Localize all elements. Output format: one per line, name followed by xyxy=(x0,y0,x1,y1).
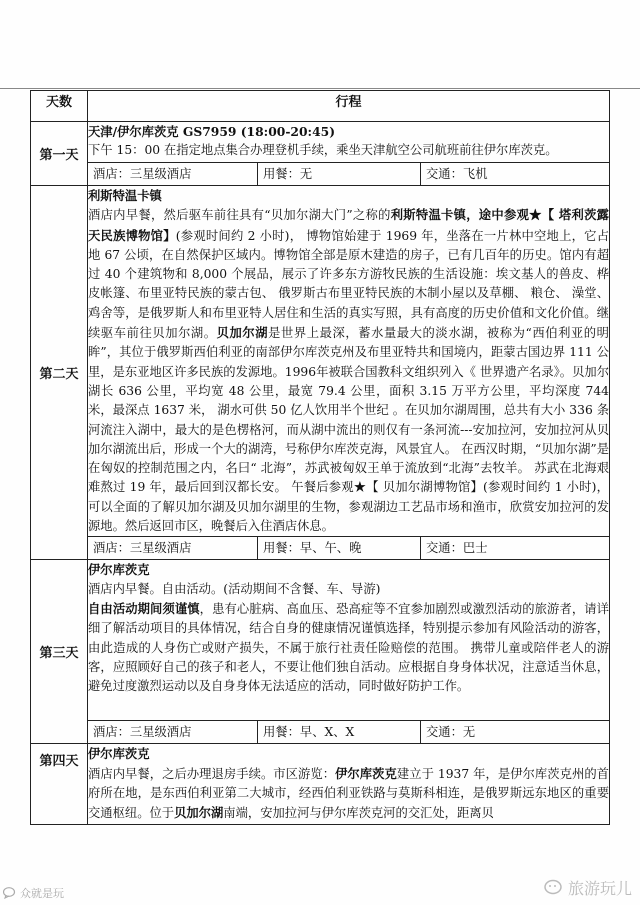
day1-title: 天津/伊尔库茨克 GS7959 (18:00-20:45) xyxy=(88,124,336,139)
page-top-rule xyxy=(0,88,640,89)
itinerary-table xyxy=(30,90,610,825)
day2-label: 第二天 xyxy=(31,186,88,560)
day3-content xyxy=(88,560,610,721)
day1-paragraph: 下午 15：00 在指定地点集合办理登机手续，乘坐天津航空公司航班前往伊尔库茨克。 xyxy=(88,143,558,158)
day4-title: 伊尔库茨克 xyxy=(88,746,150,762)
day2-transport: 交通：巴士 xyxy=(426,541,488,556)
day3-transport: 交通：无 xyxy=(426,725,476,740)
day4-paragraph: 酒店内早餐，之后办理退房手续。市区游览：伊尔库茨克建立于 1937 年，是伊尔库茨克州的首府所在地，是东西伯利亚第二大城市，经西伯利亚铁路与莫斯科相连，是俄罗斯远东地区的重要交通枢纽。位于贝加尔湖南端，安加拉河与伊尔库茨克河的交汇处，距离贝 xyxy=(88,765,609,821)
day1-row xyxy=(31,122,610,163)
day4-label: 第四天 xyxy=(31,744,88,824)
day1-label: 第一天 xyxy=(31,122,88,186)
day1-hotel: 酒店：三星级酒店 xyxy=(88,163,258,185)
header-plan: 行程 xyxy=(88,91,610,122)
day2-meals: 用餐：早、午、晚 xyxy=(258,537,421,559)
watermark-left: 众就是玩 xyxy=(3,885,64,901)
day1-content xyxy=(88,122,610,163)
table-header-row xyxy=(31,91,610,122)
day3-meta-row xyxy=(31,721,610,744)
day3-row xyxy=(31,560,610,721)
day1-meals: 用餐：无 xyxy=(258,163,421,185)
day1-meta-row xyxy=(31,163,610,186)
day2-row xyxy=(31,186,610,537)
chat-bubble-icon xyxy=(544,879,564,897)
day2-hotel: 酒店：三星级酒店 xyxy=(88,537,258,559)
day1-transport: 交通：飞机 xyxy=(426,167,488,181)
day3-para1: 酒店内早餐。自由活动。(活动期间不含餐、车、导游) xyxy=(88,581,381,596)
header-day: 天数 xyxy=(31,91,88,122)
day4-row xyxy=(31,744,610,824)
day2-paragraph: 酒店内早餐，然后驱车前往具有“贝加尔湖大门”之称的利斯特温卡镇，途中参观★【 塔利茨露天民族博物馆】(参观时间约 2 小时)， 博物馆始建于 1969 年，坐落在一片林中空地上，它占地 67 公顷，在自然保护区域内。博物馆全部是原木建造的房子，已有几百年的历史。馆内有超过 40 个建筑物和 8,000 个展品，展示了许多东方游牧民族的生活设施：埃文基人的兽皮、桦皮帐篷、布里亚特民族的蒙古包、 俄罗斯古布里亚特民族的木制小屋以及草棚、 粮仓、 澡堂、 鸡舍等，是俄罗斯人和布里亚特人居住和生活的真实写照，具有高度的历史价值和文化价值。继续驱车前往贝加尔湖。贝加尔湖是世界上最深，蓄水量最大的淡水湖，被称为“西伯利亚的明眸”，其位于俄罗斯西伯利亚的南部伊尔库茨克州及布里亚特共和国境内，距蒙古国边界 111 公里，是东亚地区许多民族的发源地。1996年被联合国教科文组织列入《 世界遗产名录》。贝加尔湖长 636 公里，平均宽 48 公里，最宽 79.4 公里，面积 3.15 万平方公里，平均深度 744 米，最深点 1637 米， 湖水可供 50 亿人饮用半个世纪 。在贝加尔湖周围，总共有大小 336 条河流注入湖中，最大的是色楞格河，而从湖中流出的则仅有一条河流---安加拉河，安加拉河从贝加尔湖流出后，形成一个大的湖湾，号称伊尔库茨克海，风景宜人。 在西汉时期，“贝加尔湖”是在匈奴的控制范围之内，名曰“ 北海”，苏武被匈奴王单于流放到“北海”去牧羊。 苏武在北海艰难熬过 19 年，最后回到汉都长安。 午餐后参观★【 贝加尔湖博物馆】(参观时间约 1 小时)， 可以全面的了解贝加尔湖及贝加尔湖里的生物，参观湖边工艺品市场和渔市，欣赏安加拉河的发源地。然后返回市区，晚餐后入住酒店休息。 xyxy=(88,207,609,534)
day3-para2: 自由活动期间须谨慎，患有心脏病、高血压、恐高症等不宜参加剧烈或激烈活动的旅游者，请详细了解活动项目的具体情况，结合自身的健康情况谨慎选择，特别提示参加有风险活动的游客，由此造成的人身伤亡或财产损失，不属于旅行社责任险赔偿的范围。 携带儿童或陪伴老人的游客，应照顾好自己的孩子和老人，不要让他们独自活动。应根据自身身体状况，注意适当休息，避免过度激烈运动以及自身身体无法适应的活动，同时做好防护工作。 xyxy=(88,600,609,694)
day2-meta-row xyxy=(31,537,610,560)
day2-content xyxy=(88,186,610,537)
day3-hotel: 酒店：三星级酒店 xyxy=(88,721,258,743)
watermark-right: 旅游玩儿 xyxy=(544,876,632,899)
chat-bubble-icon xyxy=(3,887,17,899)
day4-content xyxy=(88,744,610,824)
day3-meals: 用餐：早、X、X xyxy=(258,721,421,743)
day3-label: 第三天 xyxy=(31,560,88,744)
day3-title: 伊尔库茨克 xyxy=(88,562,150,578)
day2-title: 利斯特温卡镇 xyxy=(88,188,162,203)
